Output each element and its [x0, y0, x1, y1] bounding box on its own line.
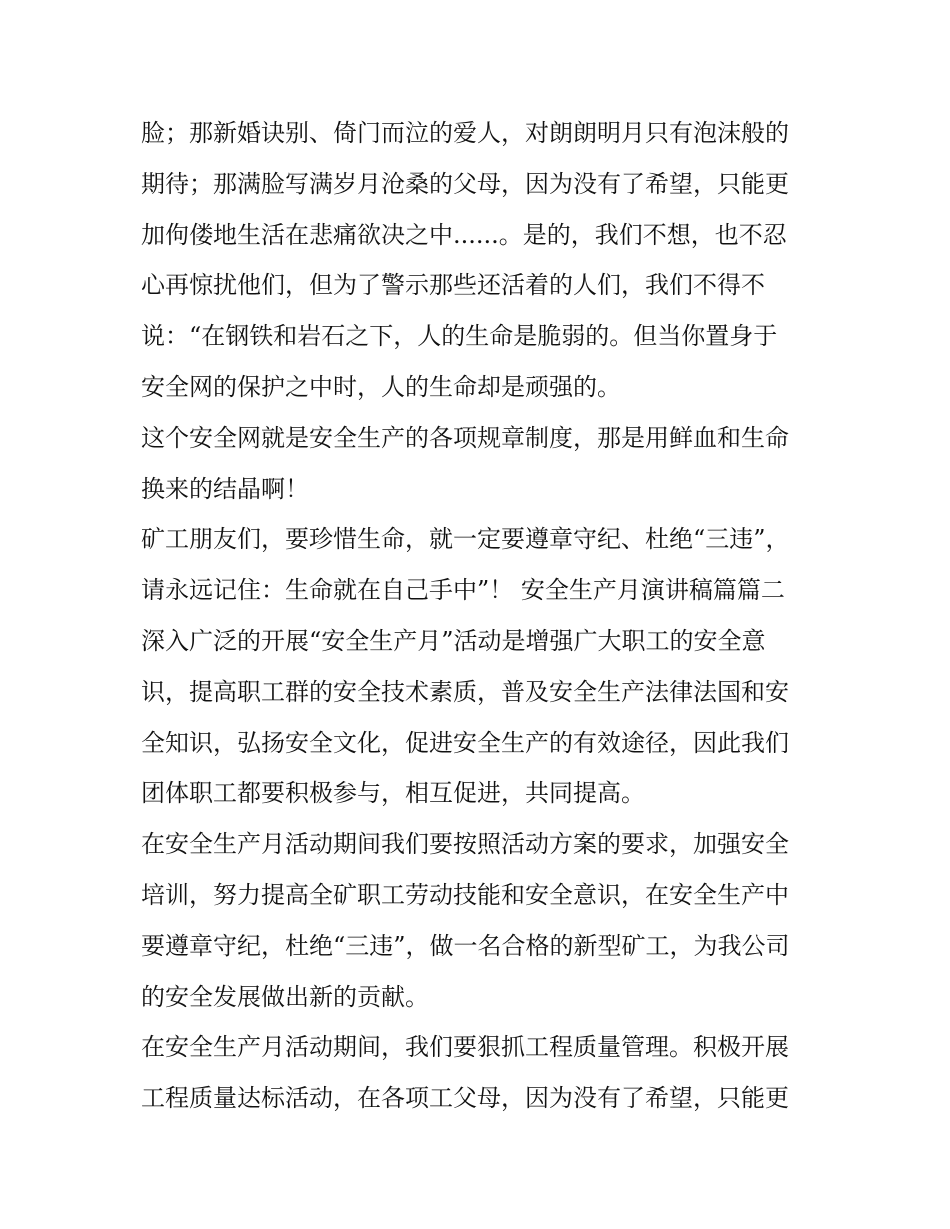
text-line-16: 培训，努力提高全矿职工劳动技能和安全意识，在安全生产中 [141, 880, 789, 909]
text-line-6: 安全网的保护之中时，人的生命却是顽强的。 [141, 372, 621, 401]
text-line-20: 工程质量达标活动，在各项工父母，因为没有了希望，只能更 [141, 1084, 789, 1113]
text-line-5: 说：“在钢铁和岩石之下，人的生命是脆弱的。但当你置身于 [141, 322, 778, 351]
text-line-18: 的安全发展做出新的贡献。 [141, 982, 429, 1011]
text-line-13: 全知识，弘扬安全文化，促进安全生产的有效途径，因此我们 [141, 728, 789, 757]
text-line-4: 心再惊扰他们，但为了警示那些还活着的人们，我们不得不 [141, 271, 765, 300]
text-line-2: 期待；那满脸写满岁月沧桑的父母，因为没有了希望，只能更 [141, 169, 789, 198]
document-body [141, 108, 821, 1124]
text-line-3: 加佝偻地生活在悲痛欲决之中......。是的，我们不想，也不忍 [141, 220, 787, 249]
text-line-12: 识，提高职工群的安全技术素质，普及安全生产法律法国和安 [141, 677, 789, 706]
text-line-7: 这个安全网就是安全生产的各项规章制度，那是用鲜血和生命 [141, 423, 789, 452]
text-line-15: 在安全生产月活动期间我们要按照活动方案的要求，加强安全 [141, 830, 789, 859]
text-line-11: 深入广泛的开展“安全生产月”活动是增强广大职工的安全意 [141, 626, 766, 655]
text-line-14: 团体职工都要积极参与，相互促进，共同提高。 [141, 779, 645, 808]
text-line-10: 请永远记住：生命就在自己手中”！ 安全生产月演讲稿篇篇二 [141, 576, 785, 605]
text-line-17: 要遵章守纪，杜绝“三违”，做一名合格的新型矿工，为我公司 [141, 931, 790, 960]
text-line-19: 在安全生产月活动期间，我们要狠抓工程质量管理。积极开展 [141, 1033, 789, 1062]
text-line-1: 脸；那新婚诀别、倚门而泣的爱人，对朗朗明月只有泡沫般的 [141, 119, 789, 147]
text-line-9: 矿工朋友们，要珍惜生命，就一定要遵章守纪、杜绝“三违”， [141, 525, 790, 554]
text-line-8: 换来的结晶啊！ [141, 474, 309, 503]
